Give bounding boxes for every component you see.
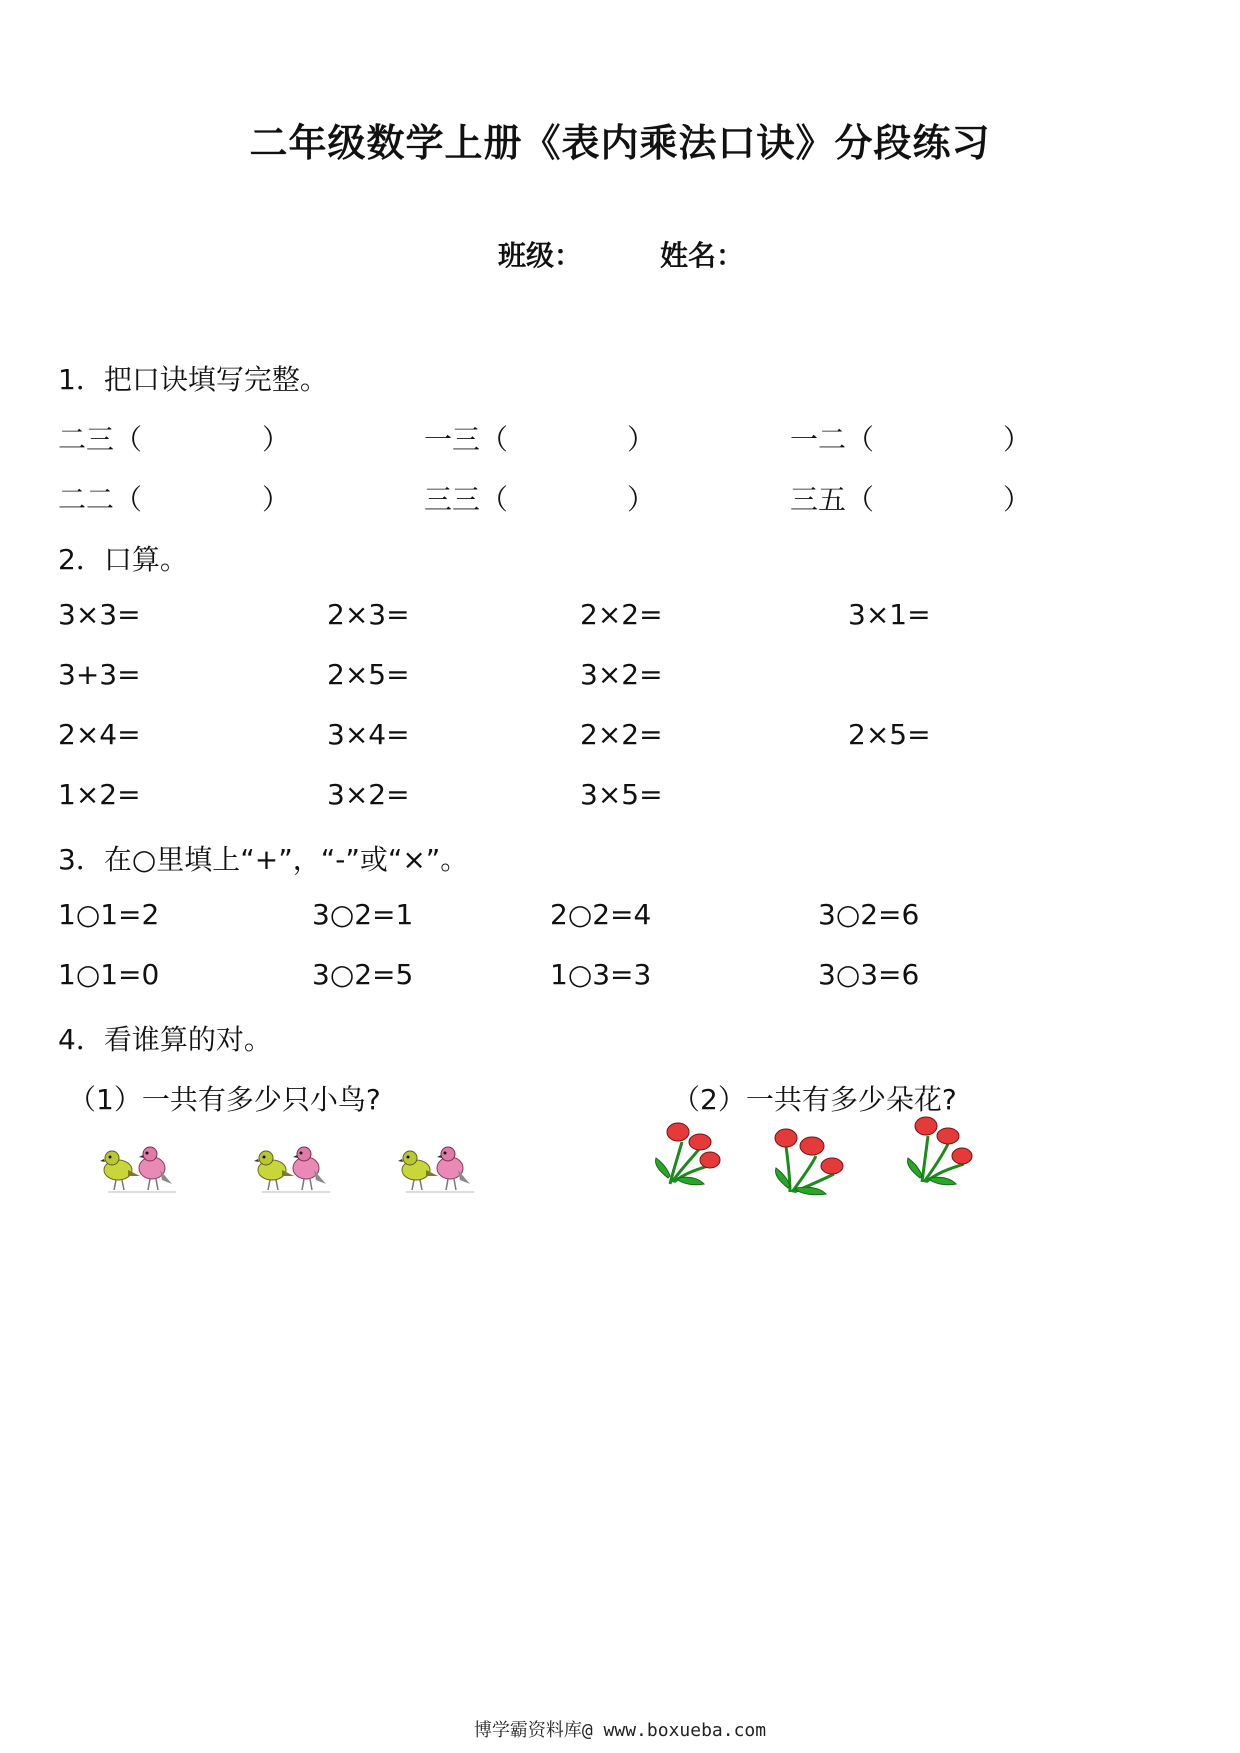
q2-expression: 2×4=: [58, 718, 141, 751]
footer-watermark: 博学霸资料库@ www.boxueba.com: [473, 1720, 767, 1741]
q1-item-open: 一三（: [424, 423, 509, 456]
q1-item-open: 三三（: [424, 483, 509, 516]
bird-icon: [293, 1147, 326, 1190]
q2-expression: 2×5=: [327, 658, 410, 691]
q3-expression: 1○1=0: [58, 958, 160, 991]
flower-icon: [652, 1112, 722, 1188]
q2-expression: 2×3=: [327, 598, 410, 631]
q2-expression: 2×2=: [580, 598, 663, 631]
flower-icon: [766, 1122, 846, 1196]
q2-expression: 3+3=: [58, 658, 141, 691]
q2-expression: 3×1=: [848, 598, 931, 631]
bird-icon: [398, 1151, 438, 1190]
q2-expression: 3×5=: [580, 778, 663, 811]
q4-sub1: （1）一共有多少只小鸟?: [68, 1083, 381, 1116]
q3-expression: 3○2=6: [818, 898, 920, 931]
q2-expression: 2×5=: [848, 718, 931, 751]
bird-icon: [437, 1147, 470, 1190]
q3-expression: 2○2=4: [550, 898, 652, 931]
bird-icon: [139, 1147, 172, 1190]
q1-item-open: 三五（: [790, 483, 875, 516]
q1-item-close: ）: [262, 423, 291, 456]
q1-heading: 1．把口诀填写完整。: [58, 363, 328, 396]
bird-icon: [100, 1151, 140, 1190]
q1-item-close: ）: [1003, 483, 1032, 516]
q3-heading: 3．在○里填上“+”，“-”或“×”。: [58, 843, 469, 876]
q2-expression: 3×4=: [327, 718, 410, 751]
q2-expression: 2×2=: [580, 718, 663, 751]
q1-item-close: ）: [627, 423, 656, 456]
q1-item-close: ）: [627, 483, 656, 516]
q1-item-open: 二三（: [58, 423, 143, 456]
q2-heading: 2．口算。: [58, 543, 188, 576]
q2-expression: 1×2=: [58, 778, 141, 811]
q3-expression: 3○2=1: [312, 898, 414, 931]
page-title: 二年级数学上册《表内乘法口诀》分段练习: [249, 121, 991, 165]
q4-heading: 4．看谁算的对。: [58, 1023, 272, 1056]
q3-expression: 1○1=2: [58, 898, 160, 931]
q2-expression: 3×2=: [327, 778, 410, 811]
bird-pair-image: [254, 1140, 334, 1196]
bird-pair-image: [100, 1140, 180, 1196]
q3-expression: 1○3=3: [550, 958, 652, 991]
q2-expression: 3×2=: [580, 658, 663, 691]
q3-expression: 3○3=6: [818, 958, 920, 991]
flower-icon: [902, 1110, 976, 1186]
q1-item-close: ）: [262, 483, 291, 516]
q4-sub2: （2）一共有多少朵花?: [672, 1083, 957, 1116]
bird-pair-image: [398, 1140, 478, 1196]
q3-expression: 3○2=5: [312, 958, 414, 991]
q1-item-close: ）: [1003, 423, 1032, 456]
q2-expression: 3×3=: [58, 598, 141, 631]
q1-item-open: 二二（: [58, 483, 143, 516]
name-label: 姓名：: [660, 239, 745, 272]
q1-item-open: 一二（: [790, 423, 875, 456]
bird-icon: [254, 1151, 294, 1190]
class-label: 班级：: [498, 239, 583, 272]
